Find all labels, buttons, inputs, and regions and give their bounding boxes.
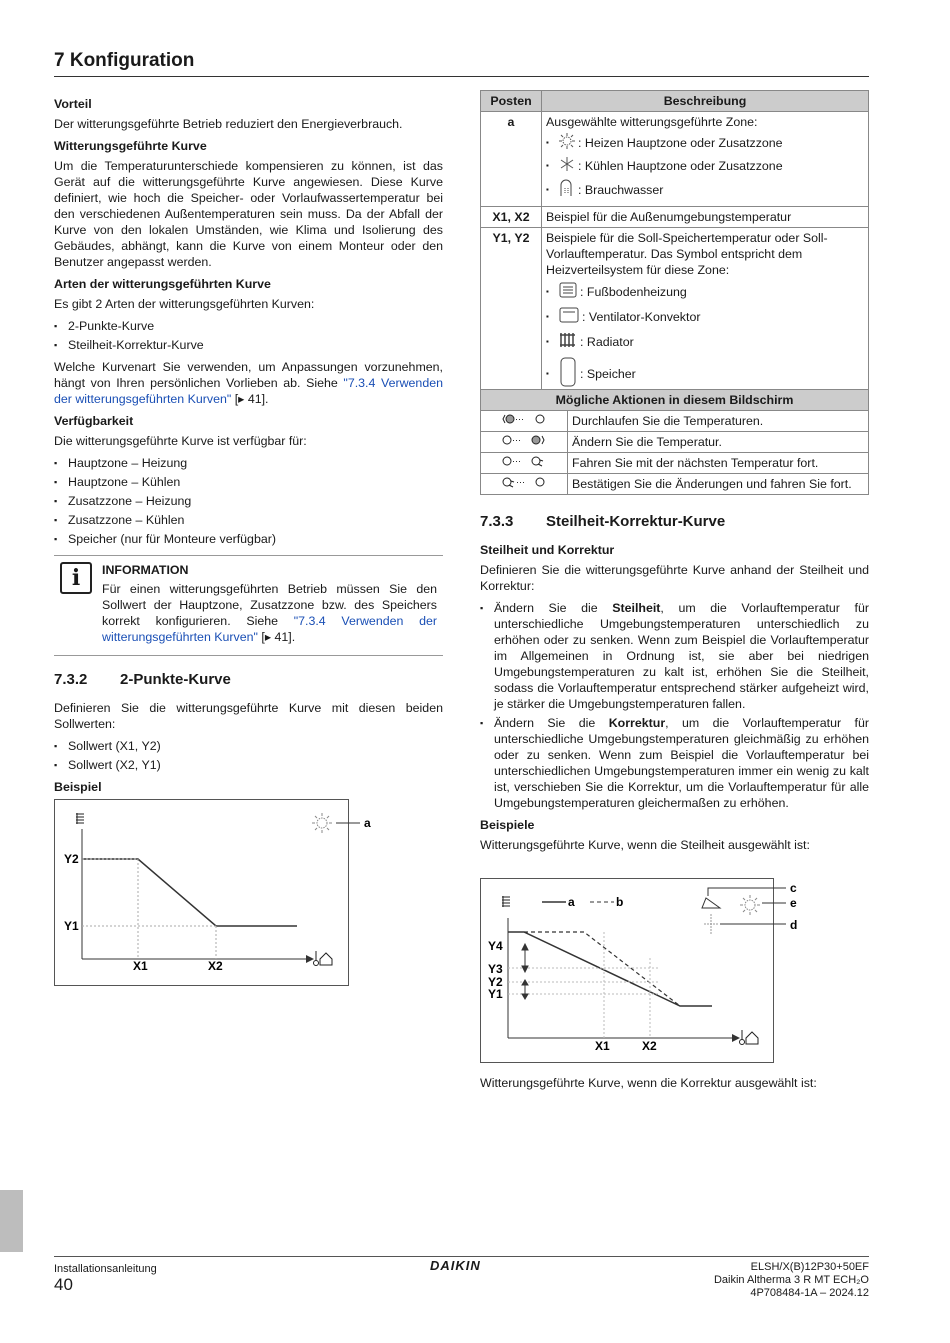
caption-steilheit: Witterungsgeführte Kurve, wenn die Steilheit ausgewählt ist: — [480, 838, 810, 852]
para-kurve: Um die Temperaturunterschiede kompensieren zu können, ist das Gerät auf die witterungsgeführte Kurve angewiesen. Diese Kurve definiert, wie hoch die Speicher- oder Vorlaufwassertemperatur bei den verschiedenen Außentemperaturen sein muss. Da der Abfall der Kurve von den lokalen Umständen, wie Klima und Isolierung des Gebäudes, abhängt, kann die Kurve von einem Monteur oder den Benutzer angepasst werden. — [54, 159, 443, 269]
item-keyword: Steilheit — [612, 601, 661, 615]
svg-text:···: ··· — [516, 477, 525, 487]
info-icon: i — [60, 562, 92, 594]
para-text: Welche Kurvenart Sie verwenden, um Anpassungen vorzunehmen, hängt von Ihren persönlichen Vorlieben ab. Siehe — [54, 360, 443, 390]
diagram-frame — [55, 800, 349, 986]
table-cell-desc: Beispiel für die Außenumgebungstemperatur — [542, 207, 869, 228]
product-code: ELSH/X(B)12P30+50EF — [750, 1261, 869, 1273]
x-label-x1: X1 — [595, 1039, 610, 1053]
column-header: Mögliche Aktionen in diesem Bildschirm — [481, 390, 869, 411]
list-item — [480, 600, 869, 712]
svg-text:···: ··· — [512, 435, 521, 445]
heading-kurve: Witterungsgeführte Kurve — [54, 139, 207, 153]
footer-rule — [54, 1256, 869, 1257]
table-row — [481, 228, 869, 398]
section-number: 7.3.3 — [480, 513, 514, 530]
press-dial-icon — [481, 453, 568, 474]
page-number: 40 — [54, 1275, 73, 1294]
section-title: Steilheit-Korrektur-Kurve — [546, 513, 726, 530]
heading-steilheit-korrektur: Steilheit und Korrektur — [480, 543, 615, 557]
actions-table — [480, 389, 869, 495]
emitter-item: ▪ : Speicher — [546, 356, 864, 392]
callout-a: a — [364, 816, 371, 830]
x-label-x1: X1 — [133, 959, 148, 973]
table-row — [481, 207, 869, 228]
heading-beispiel: Beispiel — [54, 780, 102, 794]
emitter-item: ▪ : Fußbodenheizung — [546, 281, 864, 303]
table-cell-key: X1, X2 — [481, 207, 542, 228]
list-verfuegbarkeit — [54, 455, 443, 547]
side-tab — [0, 1190, 23, 1252]
legend-b: b — [616, 895, 624, 909]
left-column — [54, 90, 443, 799]
chapter-title: 7 Konfiguration — [54, 50, 195, 71]
section-heading — [54, 670, 443, 690]
y-label-y3: Y3 — [488, 962, 503, 976]
cell-text: Ausgewählte witterungsgeführte Zone: — [546, 115, 758, 129]
item-text: Fußbodenheizung — [586, 285, 687, 299]
item-text: Ändern Sie die — [494, 716, 609, 730]
caption-korrektur: Witterungsgeführte Kurve, wenn die Korrektur ausgewählt ist: — [480, 1076, 817, 1090]
y-label-y2: Y2 — [488, 975, 503, 989]
svg-text:···: ··· — [515, 414, 524, 424]
callout-c: c — [790, 881, 797, 895]
heading-arten: Arten der witterungsgeführten Kurve — [54, 277, 271, 291]
item-keyword: Korrektur — [608, 716, 666, 730]
two-point-curve-diagram — [54, 799, 374, 987]
column-header: Posten — [481, 91, 542, 112]
legend-table — [480, 90, 869, 398]
scroll-dial-icon — [481, 411, 568, 432]
emitter-item: ▪ : Radiator — [546, 331, 864, 353]
para-welche — [54, 359, 443, 407]
table-row — [481, 112, 869, 207]
item-text: Speicher — [586, 367, 636, 381]
confirm-dial-icon — [481, 474, 568, 495]
table-cell-desc — [542, 112, 869, 207]
section-heading — [480, 512, 869, 532]
section-number: 7.3.2 — [54, 671, 88, 688]
document-number: 4P708484-1A – 2024.12 — [750, 1287, 869, 1299]
storage-tank-icon — [558, 356, 578, 392]
callout-e: e — [790, 896, 797, 910]
table-posten — [480, 90, 869, 398]
item-text: Radiator — [586, 335, 634, 349]
x-label-x2: X2 — [642, 1039, 657, 1053]
table-row — [481, 453, 869, 474]
list-item: ▪ Steilheit-Korrektur-Kurve — [54, 337, 443, 353]
product-name: Daikin Altherma 3 R MT ECH₂O — [713, 1274, 869, 1286]
info-title: INFORMATION — [102, 563, 189, 577]
list-item: ▪ Speicher (nur für Monteure verfügbar) — [54, 531, 443, 547]
item-text: Ändern Sie die — [494, 601, 613, 615]
item-text: , um die Vorlauftemperatur für unterschiedliche Umgebungstemperaturen unterschiedlich zu erhöhen oder zu senken. Wenn zum Beispiel die Vorlauftemperatur im Allgemeinen in Ordnung ist, sie aber bei niedrigen Umgebungstemperaturen zu kalt ist, erhöhen Sie die Steilheit, sodass die Vorlauftemperatur entsprechend stärker aufgeheizt wird, je stärker die Umgebungstemperaturen fallen. — [494, 601, 869, 711]
para-verfuegbarkeit: Die witterungsgeführte Kurve ist verfügbar für: — [54, 434, 307, 448]
xref-link[interactable]: "7.3.4 Verwenden der witterungsgeführten Kurven" — [54, 376, 443, 406]
list-steilheit-korrektur — [480, 600, 869, 811]
table-aktionen — [480, 389, 869, 495]
change-dial-icon — [481, 432, 568, 453]
action-text: Ändern Sie die Temperatur. — [568, 432, 869, 453]
para-2punkte: Definieren Sie die witterungsgeführte Kurve mit diesen beiden Sollwerten: — [54, 701, 443, 731]
y-label-y1: Y1 — [64, 919, 79, 933]
callout-d: d — [790, 918, 798, 932]
table-cell-key: Y1, Y2 — [481, 228, 542, 398]
daikin-logo: DAIKIN — [430, 1258, 481, 1273]
list-item: ▪ Sollwert (X2, Y1) — [54, 757, 443, 773]
item-text: , um die Vorlauftemperatur für unterschiedliche Umgebungstemperaturen gleichmäßig zu erhöhen oder zu senken. Wenn zum Beispiel die Vorlauftemperatur bei unterschiedlichen Umgebungstemperaturen immer ein wenig zu kalt ist, verschieben Sie die Korrektur, um die Vorlauftemperatur für alle Umgebungstemperaturen gleichermaßen zu erhöhen. — [494, 716, 869, 810]
item-text: Ventilator-Konvektor — [588, 310, 701, 324]
table-row — [481, 432, 869, 453]
heading-vorteil: Vorteil — [54, 97, 92, 111]
list-item: ▪ Hauptzone – Heizung — [54, 455, 443, 471]
action-text: Bestätigen Sie die Änderungen und fahren Sie fort. — [568, 474, 869, 495]
footer-product-info — [714, 1261, 869, 1300]
list-sollwerte — [54, 738, 443, 773]
list-item — [480, 715, 869, 811]
list-item: ▪ Sollwert (X1, Y2) — [54, 738, 443, 754]
table-row — [481, 474, 869, 495]
hot-water-tank-icon — [558, 179, 576, 201]
y-label-y1: Y1 — [488, 987, 503, 1001]
list-item: ▪ 2-Punkte-Kurve — [54, 318, 443, 334]
heading-beispiele: Beispiele — [480, 818, 535, 832]
zone-item: ▪ : Heizen Hauptzone oder Zusatzzone — [546, 133, 864, 153]
page-ref: [▸ 41]. — [257, 630, 296, 644]
list-item: ▪ Zusatzzone – Heizung — [54, 493, 443, 509]
info-text — [102, 581, 437, 645]
para-vorteil: Der witterungsgeführte Betrieb reduziert den Energieverbrauch. — [54, 117, 403, 131]
xref-link[interactable]: "7.3.4 Verwenden der witterungsgeführten Kurven" — [102, 614, 437, 644]
y-label-y2: Y2 — [64, 852, 79, 866]
right-text-block — [480, 498, 869, 859]
cell-text: Beispiele für die Soll-Speichertemperatur oder Soll-Vorlauftemperatur. Das Symbol entspricht dem Heizverteilsystem für diese Zone: — [546, 231, 828, 277]
svg-text:···: ··· — [512, 456, 521, 466]
list-item: ▪ Zusatzzone – Kühlen — [54, 512, 443, 528]
action-text: Durchlaufen Sie die Temperaturen. — [568, 411, 869, 432]
para-text: Für einen witterungsgeführten Betrieb müssen Sie den Sollwert der Hauptzone, Zusatzzone bzw. des Speichers korrekt konfigurieren. Siehe — [102, 582, 437, 628]
footer-doc-type: Installationsanleitung — [54, 1263, 157, 1275]
item-text: Heizen Hauptzone oder Zusatzzone — [584, 136, 783, 150]
page-ref: [▸ 41]. — [231, 392, 269, 406]
x-label-x2: X2 — [208, 959, 223, 973]
floor-heating-icon — [558, 281, 578, 303]
cooling-snowflake-icon — [558, 156, 576, 176]
section-title: 2-Punkte-Kurve — [120, 671, 231, 688]
para-arten: Es gibt 2 Arten der witterungsgeführten Kurven: — [54, 297, 315, 311]
action-text: Fahren Sie mit der nächsten Temperatur fort. — [568, 453, 869, 474]
fan-convector-icon — [558, 306, 580, 328]
legend-a: a — [568, 895, 575, 909]
table-cell-desc — [542, 228, 869, 398]
item-text: Brauchwasser — [584, 183, 664, 197]
emitter-item: ▪ : Ventilator-Konvektor — [546, 306, 864, 328]
zone-item: ▪ : Kühlen Hauptzone oder Zusatzzone — [546, 156, 864, 176]
list-arten — [54, 318, 443, 353]
chapter-rule — [54, 76, 869, 77]
slope-offset-curve-diagram — [480, 878, 810, 1066]
column-header: Beschreibung — [542, 91, 869, 112]
y-label-y4: Y4 — [488, 939, 503, 953]
heating-sun-icon — [558, 133, 576, 153]
table-cell-key: a — [481, 112, 542, 207]
table-row — [481, 411, 869, 432]
para-steilheit-korrektur: Definieren Sie die witterungsgeführte Kurve anhand der Steilheit und Korrektur: — [480, 563, 869, 593]
zone-item: ▪ : Brauchwasser — [546, 179, 864, 201]
information-box — [54, 555, 443, 656]
item-text: Kühlen Hauptzone oder Zusatzzone — [584, 159, 783, 173]
radiator-icon — [558, 331, 578, 353]
list-item: ▪ Hauptzone – Kühlen — [54, 474, 443, 490]
heading-verfuegbarkeit: Verfügbarkeit — [54, 414, 134, 428]
